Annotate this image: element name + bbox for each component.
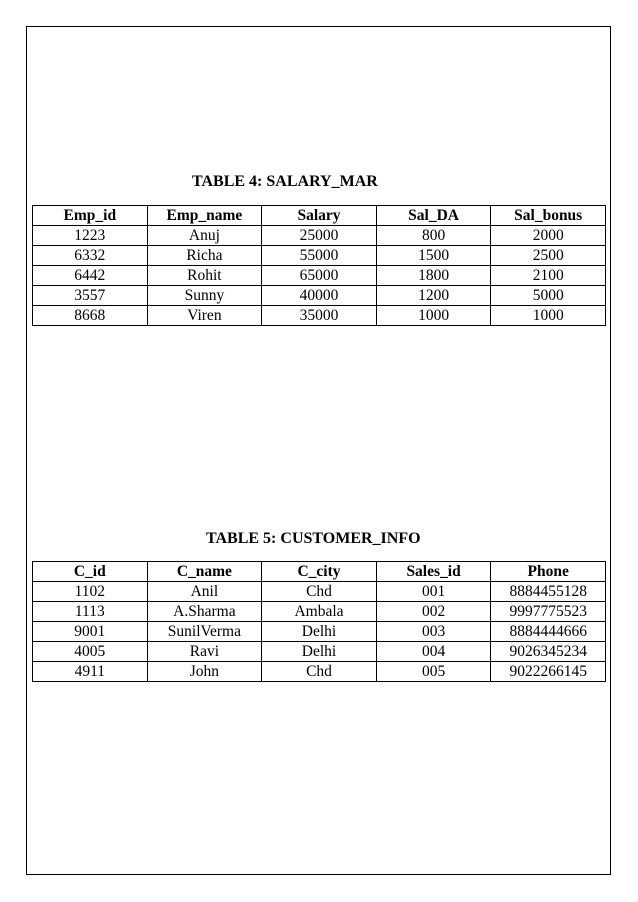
table-cell: 4005 (33, 642, 148, 662)
table-cell: 002 (376, 602, 491, 622)
table-cell: 8668 (33, 306, 148, 326)
table-cell: 8884455128 (491, 582, 606, 602)
table-cell: 9997775523 (491, 602, 606, 622)
table-cell: Delhi (262, 642, 377, 662)
table-cell: 2000 (491, 226, 606, 246)
table-row (33, 246, 606, 266)
table-cell: 35000 (262, 306, 377, 326)
table-cell: 6442 (33, 266, 148, 286)
table-cell: 1000 (491, 306, 606, 326)
table-row (33, 306, 606, 326)
column-header: Emp_name (147, 206, 262, 226)
table-cell: Anuj (147, 226, 262, 246)
table-cell: 40000 (262, 286, 377, 306)
table-cell: A.Sharma (147, 602, 262, 622)
table-cell: 1113 (33, 602, 148, 622)
table-cell: Rohit (147, 266, 262, 286)
table-row (33, 266, 606, 286)
table-row (33, 226, 606, 246)
column-header: Emp_id (33, 206, 148, 226)
table-cell: 1200 (376, 286, 491, 306)
table-cell: 1800 (376, 266, 491, 286)
table-cell: Chd (262, 662, 377, 682)
page-border (26, 26, 611, 875)
table-cell: 3557 (33, 286, 148, 306)
column-header: C_id (33, 562, 148, 582)
table-cell: 2500 (491, 246, 606, 266)
table-cell: Anil (147, 582, 262, 602)
salary-table-caption: TABLE 4: SALARY_MAR (192, 173, 378, 190)
customer-table-caption: TABLE 5: CUSTOMER_INFO (206, 530, 421, 547)
table-cell: Chd (262, 582, 377, 602)
column-header: Phone (491, 562, 606, 582)
table-cell: 9026345234 (491, 642, 606, 662)
table-row (33, 622, 606, 642)
table-cell: 004 (376, 642, 491, 662)
table-cell: 005 (376, 662, 491, 682)
customer-table (32, 561, 606, 682)
salary-table (32, 205, 606, 326)
table-cell: 2100 (491, 266, 606, 286)
column-header: C_name (147, 562, 262, 582)
table-cell: Ravi (147, 642, 262, 662)
column-header: C_city (262, 562, 377, 582)
table-cell: Richa (147, 246, 262, 266)
table-cell: 1000 (376, 306, 491, 326)
table-cell: Sunny (147, 286, 262, 306)
table-cell: 55000 (262, 246, 377, 266)
table-cell: 1500 (376, 246, 491, 266)
table-row (33, 662, 606, 682)
table-cell: 8884444666 (491, 622, 606, 642)
column-header: Sal_bonus (491, 206, 606, 226)
table-cell: 1102 (33, 582, 148, 602)
table-cell: 1223 (33, 226, 148, 246)
column-header: Sal_DA (376, 206, 491, 226)
table-row (33, 602, 606, 622)
column-header: Salary (262, 206, 377, 226)
table-cell: 001 (376, 582, 491, 602)
table-cell: 25000 (262, 226, 377, 246)
table-cell: 9022266145 (491, 662, 606, 682)
column-header: Sales_id (376, 562, 491, 582)
table-cell: 6332 (33, 246, 148, 266)
table-cell: 4911 (33, 662, 148, 682)
table-cell: 003 (376, 622, 491, 642)
table-cell: Viren (147, 306, 262, 326)
table-header-row (33, 206, 606, 226)
table-row (33, 286, 606, 306)
table-cell: 800 (376, 226, 491, 246)
table-cell: 9001 (33, 622, 148, 642)
table-cell: Delhi (262, 622, 377, 642)
table-cell: John (147, 662, 262, 682)
table-cell: Ambala (262, 602, 377, 622)
table-row (33, 642, 606, 662)
table-row (33, 582, 606, 602)
table-cell: SunilVerma (147, 622, 262, 642)
table-header-row (33, 562, 606, 582)
table-cell: 5000 (491, 286, 606, 306)
table-cell: 65000 (262, 266, 377, 286)
